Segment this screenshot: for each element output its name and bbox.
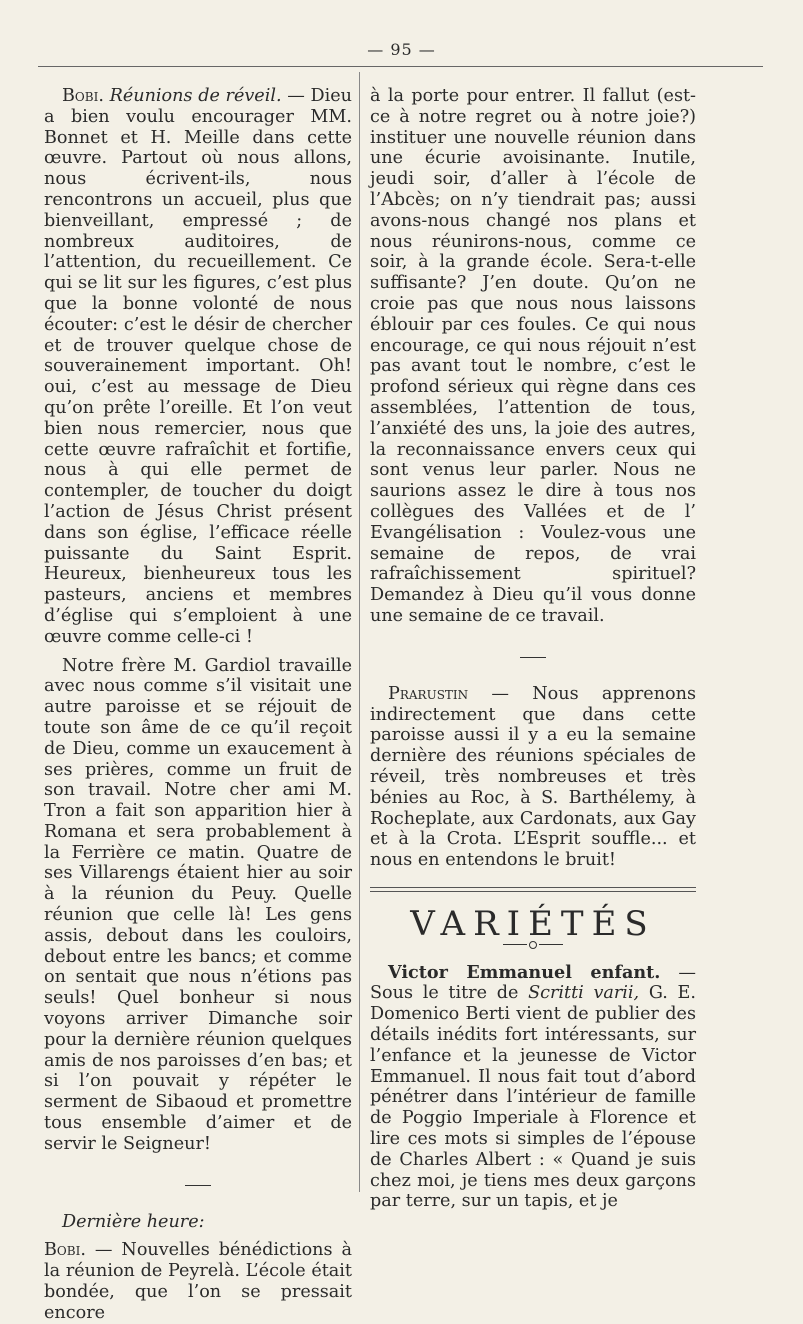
paragraph-text: — Dieu a bien voulu encourager MM. Bonnet et H. Meille dans cette œuvre. Partout où nous allons, nous écrivent-ils, nous rencontrons un accueil, plus que bienveillant, empressé ; de nombreux auditoires, de l’attention, du recueillement. Ce qui se lit sur les figures, c’est plus que la bonne volonté de nous écouter: c’est le désir de chercher et de trouver quelque chose de souverainement important. Oh! oui, c’est au message de Dieu qu’on prête l’oreille. Et l’on veut bien nous remercier, nous que cette œuvre rafraîchit et fortifie, nous à qui elle permet de contempler, de toucher du doigt l’action de Jésus Christ présent dans son église, l’efficace réelle puissante du Saint Esprit. Heureux, bienheureux tous les pasteurs, anciens et membres d’église qui s’emploient à une œuvre comme celle-ci ! — [44, 86, 353, 647]
ornament-icon — [503, 941, 563, 949]
victor-emmanuel-paragraph — [370, 963, 696, 1213]
section-separator — [520, 657, 546, 658]
place-name: Bobi. — [62, 86, 104, 106]
continued-paragraph: à la porte pour entrer. Il fallut (est-ce à notre regret ou à notre joie?) instituer une nouvelle réunion dans une écurie avoisinante. Inutile, jeudi soir, d’aller à l’école de l’Abcès; on n’y tiendrait pas; aussi avons-nous changé nos plans et nous réunirons-nous, comme ce soir, à la grande école. Sera-t-elle suffisante? J’en doute. Qu’on ne croie pas que nous nous laissons éblouir par ces foules. Ce qui nous encourage, ce qui nous réjouit n’est pas avant tout le nombre, c’est le profond sérieux qui règne dans ces assemblées, l’attention de tous, l’anxiété des uns, la joie des autres, la reconnaissance envers ceux qui sont venus leur parler. Nous ne saurions assez le dire à tous nos collègues des Vallées et de l’ Evangélisation : Voulez-vous une semaine de repos, de vrai rafraîchissement spirituel? Demandez à Dieu qu’il vous donne une semaine de ce travail. — [370, 86, 696, 626]
prarustin-paragraph — [370, 684, 696, 871]
section-title: VARIÉTÉS — [410, 903, 656, 944]
header-rule — [38, 66, 763, 67]
left-column — [44, 86, 352, 1324]
article-heading: Réunions de réveil. — [109, 86, 282, 106]
page-number: — 95 — — [367, 40, 436, 59]
place-name: Prarustin — [388, 683, 469, 704]
paragraph-text: G. E. Domenico Berti vient de publier des détails inédits fort intéressants, sur l’enfance et la jeunesse de Victor Emmanuel. Il nous fait tout d’abord pénétrer dans l’intérieur de famille de Poggio Imperiale à Florence et lire ces mots si simples de l’épouse de Charles Albert : « Quand je suis chez moi, je tiens mes deux garçons par terre, sur un tapis, et je — [370, 983, 696, 1212]
bobi-revival-paragraph — [44, 86, 352, 648]
column-divider — [359, 72, 360, 1192]
right-column — [370, 86, 696, 1212]
book-title: Scritti varii, — [528, 983, 640, 1004]
double-rule — [370, 887, 696, 892]
article-heading: Victor Emmanuel enfant. — [388, 961, 661, 983]
paragraph-text: — Nous apprenons indirectement que dans cette paroisse aussi il y a eu la semaine dernière des réunions spéciales de réveil, très nombreuses et très bénies au Roc, à S. Barthélemy, à Rocheplate, aux Cardonats, aux Gay et à la Crota. L’Esprit souffle... et nous en entendons le bruit! — [370, 683, 697, 871]
late-news-heading: Dernière heure: — [62, 1211, 205, 1232]
place-name: Bobi. — [44, 1240, 86, 1261]
bobi-late-paragraph — [44, 1240, 352, 1323]
paragraph-text: — Sous le titre de — [370, 962, 697, 1004]
paragraph-text: — Nouvelles bénédictions à la réunion de Peyrelà. L’école était bondée, que l’on se pressait encore — [44, 1240, 352, 1323]
section-separator — [185, 1185, 211, 1186]
gardiol-paragraph: Notre frère M. Gardiol travaille avec nous comme s’il visitait une autre paroisse et se réjouit de toute son âme de ce qu’il reçoit de Dieu, comme un exaucement à ses prières, comme un fruit de son travail. Notre cher ami M. Tron a fait son apparition hier à Romana et sera probablement à la Ferrière ce matin. Quatre de ses Villarengs étaient hier au soir à la réunion du Peuy. Quelle réunion que celle là! Les gens assis, debout dans les couloirs, debout entre les bancs; et comme on sentait que nous n’étions pas seuls! Quel bonheur si nous voyons arriver Dimanche soir pour la dernière réunion quelques amis de nos paroisses d’en bas; et si l’on pouvait y répéter le serment de Sibaoud et promettre tous ensemble d’aimer et de servir le Seigneur! — [44, 655, 352, 1154]
